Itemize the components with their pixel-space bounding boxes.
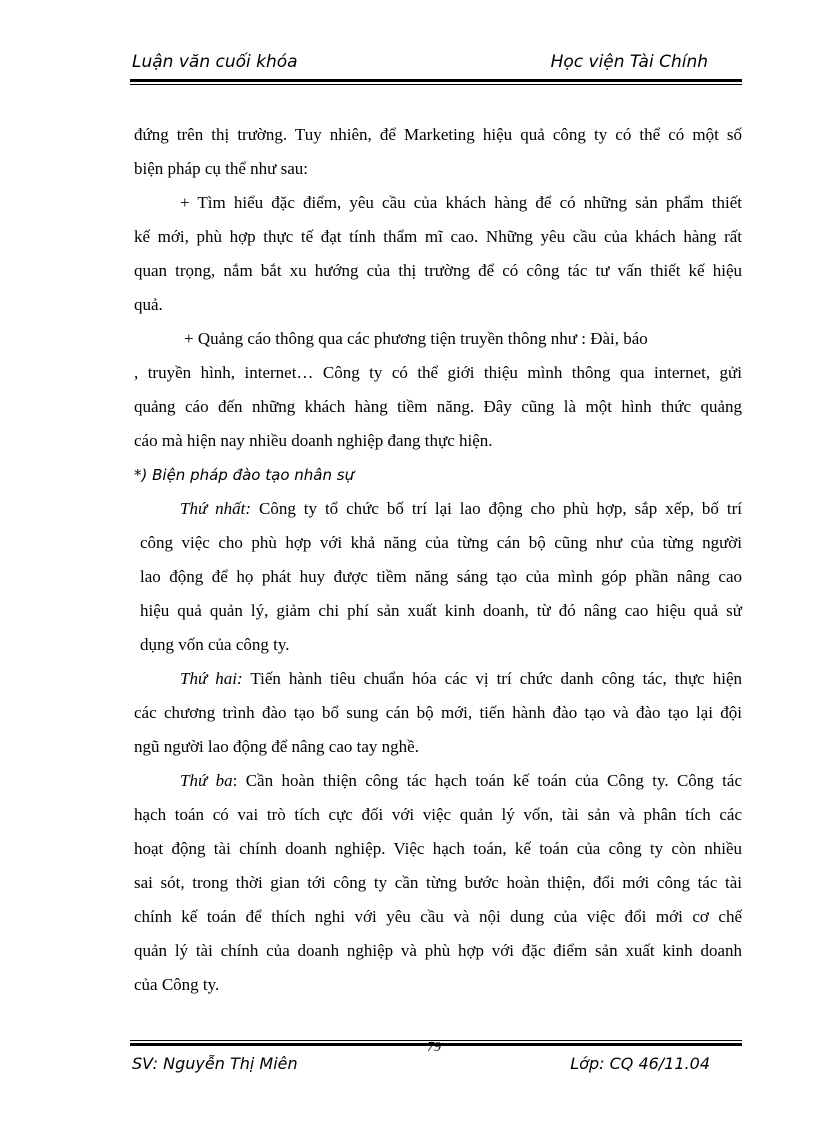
footer-student-name: SV: Nguyễn Thị Miên <box>132 1054 298 1073</box>
paragraph-line: hiệu quả quản lý, giảm chi phí sản xuất kinh doanh, từ đó nâng cao hiệu quả sử <box>140 601 742 620</box>
paragraph-line: các chương trình đào tạo bổ sung cán bộ mới, tiến hành đào tạo và đào tạo lại đội <box>134 703 742 722</box>
paragraph-label: Thứ ba <box>180 771 233 790</box>
header-thesis-title: Luận văn cuối khóa <box>132 52 298 72</box>
body-line: biện pháp cụ thể như sau: <box>134 159 308 178</box>
paragraph-line: công việc cho phù hợp với khả năng của từng cán bộ cũng như của từng người <box>140 533 742 552</box>
header-rule-thick <box>130 79 742 82</box>
paragraph-line: hạch toán có vai trò tích cực đối với việc quản lý vốn, tài sản và phân tích các <box>134 805 742 824</box>
paragraph-line: Thứ nhất: Công ty tổ chức bố trí lại lao động cho phù hợp, sắp xếp, bố trí <box>180 499 742 518</box>
section-subheading: *) Biện pháp đào tạo nhân sự <box>134 466 355 484</box>
page-number: 79 <box>427 1040 441 1055</box>
footer-class-code: Lớp: CQ 46/11.04 <box>570 1054 710 1073</box>
page-body <box>134 118 742 1002</box>
paragraph-line: Thứ hai: Tiến hành tiêu chuẩn hóa các vị trí chức danh công tác, thực hiện <box>180 669 742 688</box>
header-rule-thin <box>130 84 742 85</box>
paragraph-line: dụng vốn của công ty. <box>140 635 290 654</box>
paragraph-line: lao động để họ phát huy được tiềm năng sáng tạo của mình góp phần nâng cao <box>140 567 742 586</box>
body-line: cáo mà hiện nay nhiều doanh nghiệp đang thực hiện. <box>134 431 493 450</box>
body-line: quan trọng, nắm bắt xu hướng của thị trường để có công tác tư vấn thiết kế hiệu <box>134 261 742 280</box>
paragraph-label: Thứ nhất: <box>180 499 252 518</box>
body-line: quảng cáo đến những khách hàng tiềm năng. Đây cũng là một hình thức quảng <box>134 397 742 416</box>
body-line: + Quảng cáo thông qua các phương tiện truyền thông như : Đài, báo <box>184 329 648 348</box>
body-line: đứng trên thị trường. Tuy nhiên, để Marketing hiệu quả công ty có thể có một số <box>134 125 742 144</box>
paragraph-line: của Công ty. <box>134 975 220 994</box>
paragraph-line: hoạt động tài chính doanh nghiệp. Việc hạch toán, kế toán của công ty còn nhiều <box>134 839 742 858</box>
page-header <box>130 52 740 76</box>
body-line: quả. <box>134 295 163 314</box>
paragraph-line: sai sót, trong thời gian tới công ty cần từng bước hoàn thiện, đổi mới công tác tài <box>134 873 742 892</box>
header-institution: Học viện Tài Chính <box>550 52 708 72</box>
body-line: kế mới, phù hợp thực tế đạt tính thẩm mĩ cao. Những yêu cầu của khách hàng rất <box>134 227 742 246</box>
paragraph-line: chính kế toán để thích nghi với yêu cầu và nội dung của việc đổi mới cơ chế <box>134 907 742 926</box>
body-line: + Tìm hiểu đặc điểm, yêu cầu của khách hàng để có những sản phẩm thiết <box>180 193 742 212</box>
paragraph-line: Thứ ba: Cần hoàn thiện công tác hạch toán kế toán của Công ty. Công tác <box>180 771 742 790</box>
body-line: , truyền hình, internet… Công ty có thể giới thiệu mình thông qua internet, gửi <box>134 363 742 382</box>
page-footer <box>130 1040 742 1078</box>
paragraph-line: ngũ người lao động để nâng cao tay nghề. <box>134 737 419 756</box>
paragraph-label: Thứ hai: <box>180 669 243 688</box>
paragraph-line: quản lý tài chính của doanh nghiệp và phù hợp với đặc điểm sản xuất kinh doanh <box>134 941 742 960</box>
